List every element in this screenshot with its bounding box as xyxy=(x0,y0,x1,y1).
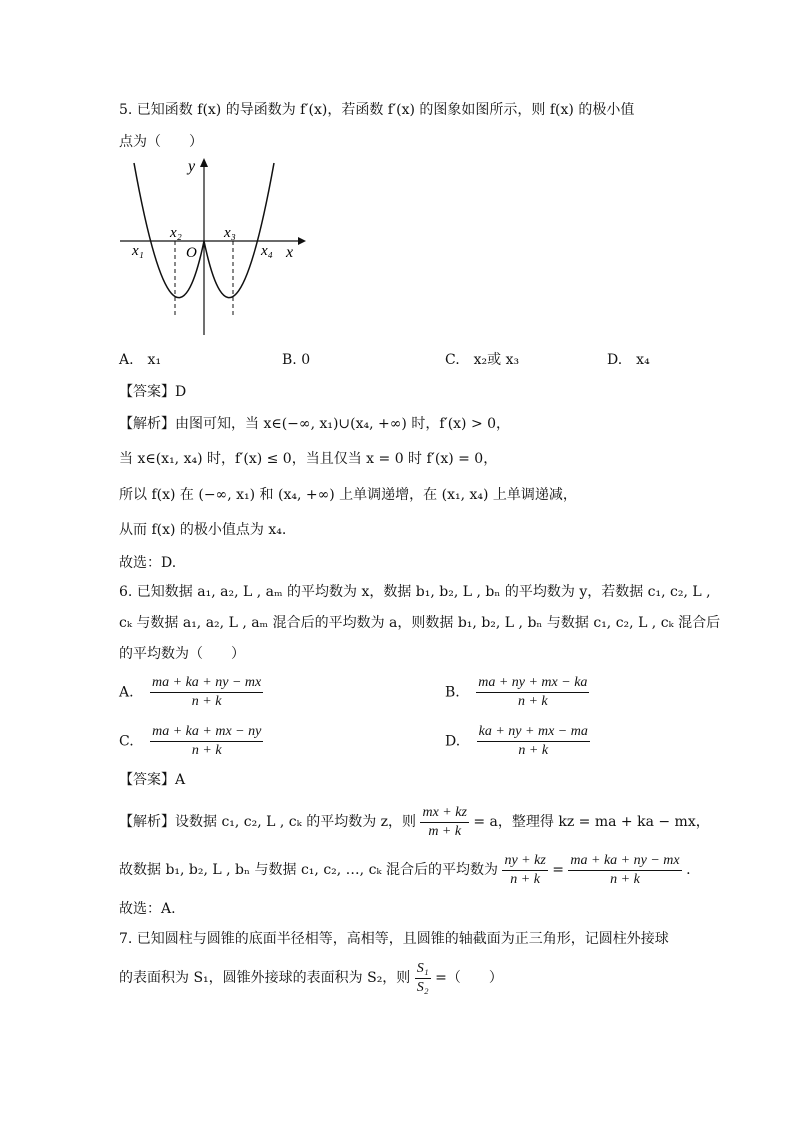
q6-analysis2-numerator1: ny + kz xyxy=(502,852,547,871)
q6-option-c-denominator: n + k xyxy=(191,743,222,758)
q6-option-d-denominator: n + k xyxy=(518,743,549,758)
q6-analysis2-end: . xyxy=(686,862,691,878)
derivative-graph xyxy=(120,155,310,335)
q5-choose: 故选：D. xyxy=(119,555,177,571)
q7-stem-line1: 7. 已知圆柱与圆锥的底面半径相等，高相等，且圆锥的轴截面为正三角形，记圆柱外接球 xyxy=(119,931,669,947)
q7-ratio-denominator: S₂ xyxy=(416,979,429,995)
q7-stem-line2-pre: 的表面积为 S₁，圆锥外接球的表面积为 S₂，则 xyxy=(119,970,411,986)
q6-analysis2-denominator2: n + k xyxy=(610,871,640,887)
q5-option-d: D. x₄ xyxy=(607,352,650,368)
q5-analysis-line3: 所以 f(x) 在 (−∞, x₁) 和 (x₄, +∞) 上单调递增，在 (x₁, x₄) 上单调递减， xyxy=(119,487,577,503)
q6-analysis2-equals: = xyxy=(552,862,564,878)
q5-answer: 【答案】D xyxy=(119,384,187,400)
q6-analysis1-pre: 【解析】设数据 c₁, c₂, L , cₖ 的平均数为 z，则 xyxy=(119,814,417,830)
q6-option-a-denominator: n + k xyxy=(191,694,222,709)
q6-analysis1-post: = a，整理得 kz = ma + ka − mx， xyxy=(473,814,710,830)
q5-analysis-line2: 当 x∈(x₁, x₄) 时，f′(x) ≤ 0，当且仅当 x = 0 时 f′(x) = 0， xyxy=(119,451,498,467)
q6-option-b xyxy=(445,674,589,711)
q6-option-d-numerator: ka + ny + mx − ma xyxy=(477,723,590,742)
q6-option-a-label: A. xyxy=(119,684,134,701)
q6-option-a xyxy=(119,674,263,711)
q6-option-d xyxy=(445,723,590,760)
q5-stem-line2: 点为（ ） xyxy=(119,134,203,150)
graph-label-x4: x₄ xyxy=(261,243,273,259)
q7-ratio-fraction xyxy=(415,960,431,997)
q6-option-b-fraction xyxy=(476,674,589,711)
q6-analysis2-pre: 故数据 b₁, b₂, L , bₙ 与数据 c₁, c₂, …, cₖ 混合后的平均数为 xyxy=(119,862,498,878)
q6-option-b-label: B. xyxy=(445,684,460,701)
q6-answer: 【答案】A xyxy=(119,772,186,788)
q5-option-b: B. 0 xyxy=(282,352,311,368)
q6-analysis1-fraction xyxy=(420,804,468,841)
graph-label-x: x xyxy=(286,244,294,261)
q6-option-c-numerator: ma + ka + mx − ny xyxy=(150,723,263,742)
q6-analysis-line2 xyxy=(119,848,691,892)
q6-stem-line3: 的平均数为（ ） xyxy=(119,646,245,662)
q6-choose: 故选：A. xyxy=(119,901,176,917)
q6-stem-line2: cₖ 与数据 a₁, a₂, L , aₘ 混合后的平均数为 a，则数据 b₁, b₂, L , bₙ 与数据 c₁, c₂, L , cₖ 混合后 xyxy=(119,615,721,631)
q6-option-b-numerator: ma + ny + mx − ka xyxy=(476,674,589,693)
q6-option-c xyxy=(119,723,263,760)
q6-analysis-line1 xyxy=(119,800,710,844)
q7-stem-line2-post: =（ ） xyxy=(435,970,503,986)
q6-stem-line1: 6. 已知数据 a₁, a₂, L , aₘ 的平均数为 x，数据 b₁, b₂, L , bₙ 的平均数为 y，若数据 c₁, c₂, L , xyxy=(119,584,711,600)
q5-analysis-line4: 从而 f(x) 的极小值点为 x₄. xyxy=(119,522,287,538)
q6-option-a-fraction xyxy=(150,674,263,711)
q6-analysis2-fraction1 xyxy=(502,852,547,889)
q5-option-a: A. x₁ xyxy=(119,352,162,368)
graph-label-y: y xyxy=(188,158,196,175)
q6-option-a-numerator: ma + ka + ny − mx xyxy=(150,674,263,693)
q5-stem-line1: 5. 已知函数 f(x) 的导函数为 f′(x)，若函数 f′(x) 的图象如图所示，则 f(x) 的极小值 xyxy=(119,102,635,118)
q6-option-c-fraction xyxy=(150,723,263,760)
graph-label-x1: x₁ xyxy=(132,243,144,259)
graph-label-x3: x₃ xyxy=(224,225,236,241)
q6-analysis1-numerator: mx + kz xyxy=(420,804,468,823)
q5-option-c: C. x₂或 x₃ xyxy=(445,352,520,368)
q6-option-b-denominator: n + k xyxy=(517,694,548,709)
q7-ratio-numerator: S₁ xyxy=(415,960,431,979)
graph-label-origin: O xyxy=(186,245,197,261)
q6-analysis2-fraction2 xyxy=(568,852,681,889)
q6-analysis2-numerator2: ma + ka + ny − mx xyxy=(568,852,681,871)
q5-analysis-line1: 【解析】由图可知，当 x∈(−∞, x₁)∪(x₄, +∞) 时，f′(x) > 0， xyxy=(119,416,511,432)
graph-label-x2: x₂ xyxy=(170,225,182,241)
q6-option-c-label: C. xyxy=(119,733,134,750)
q6-option-d-fraction xyxy=(477,723,590,760)
q6-analysis2-denominator1: n + k xyxy=(510,871,540,887)
q6-option-d-label: D. xyxy=(445,733,461,750)
q7-stem-line2 xyxy=(119,956,503,1000)
q6-analysis1-denominator: m + k xyxy=(428,823,462,839)
